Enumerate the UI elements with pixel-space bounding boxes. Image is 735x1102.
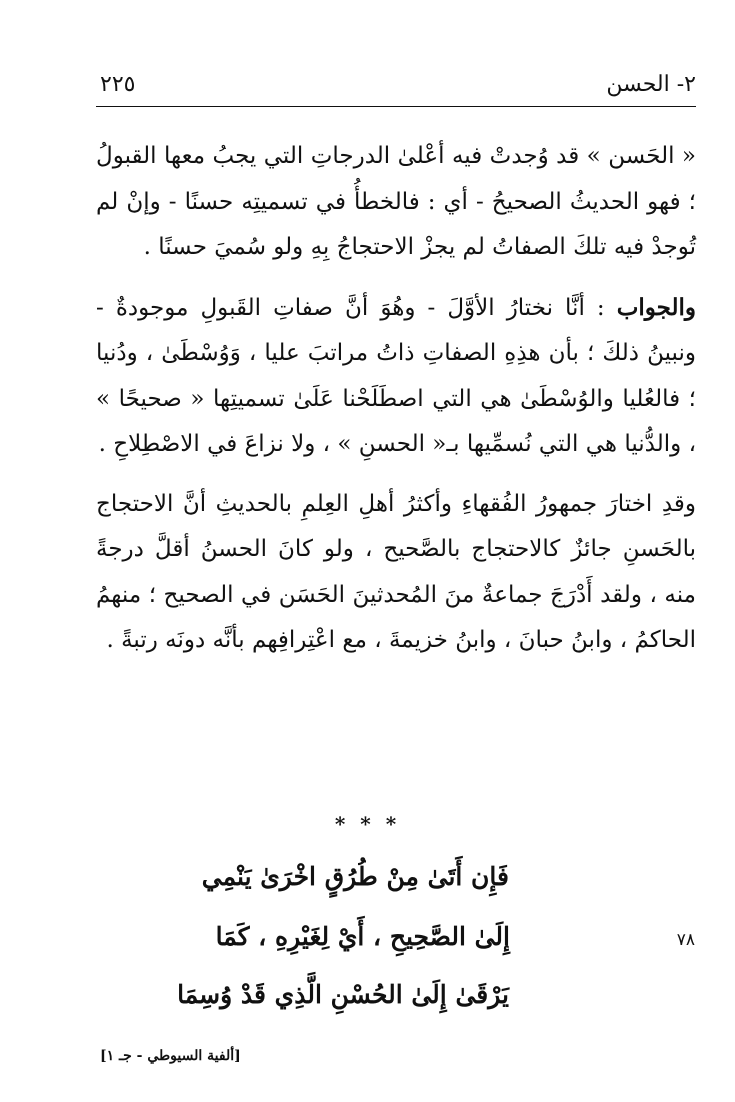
body-text [96, 134, 696, 664]
section-separator: * * * [334, 812, 401, 836]
verse-number: ٧٨ [676, 930, 695, 950]
paragraph-1: « الحَسن » قد وُجدتْ فيه أعْلىٰ الدرجاتِ التي يجبُ معها القبولُ ؛ فهو الحديثُ الصحيحُ - أي : فالخطأُ في تسميتِه حسنًا - وإنْ لم تُوجدْ فيه تلكَ الصفاتُ لم يجزْ الاحتجاجُ بِهِ ولو سُميَ حسنًا . [96, 143, 696, 260]
paragraph-2 [96, 285, 696, 468]
verse-line-2: إِلَىٰ الصَّحِيحِ ، أَيْ لِغَيْرِهِ ، كَمَا [215, 922, 510, 951]
paragraph-2-text: : أنَّا نختارُ الأوَّلَ - وهُوَ أنَّ صفاتِ القَبولِ موجودةٌ - ونبينُ ذلكَ ؛ بأن هذِهِ الصفاتِ ذاتُ مراتبَ عليا ، وَوُسْطَىٰ ، ودُنيا ؛ فالعُليا والوُسْطَىٰ هي التي اصطَلَحْنا عَلَىٰ تسميتِها « صحيحًا » ، والدُّنيا هي التي نُسمِّيها بـ« الحسنِ » ، ولا نزاعَ في الاصْطِلاحِ . [96, 294, 696, 457]
verse-line-1: فَإِن أَتَىٰ مِنْ طُرُقٍ اخْرَىٰ يَنْمِي [201, 862, 509, 891]
paragraph-3: وقدِ اختارَ جمهورُ الفُقهاءِ وأكثرُ أهلِ العِلمِ بالحديثِ أنَّ الاحتجاج بالحَسنِ جائزٌ كالاحتجاج بالصَّحيح ، ولو كانَ الحسنُ أقلَّ درجةً منه ، ولقد أَدْرَجَ جماعةٌ منَ المُحدثينَ الحَسَن في الصحيح ؛ منهمُ الحاكمُ ، وابنُ حبانَ ، وابنُ خزيمةَ ، مع اعْتِرافِهم بأنَّه دونَه رتبةً . [96, 490, 696, 653]
chapter-title: ٢- الحسن [606, 72, 696, 97]
footer-book-reference: [ألفية السيوطي - جـ ١] [100, 1048, 241, 1064]
page-header [96, 66, 696, 107]
verse-line-3: يَرْقَىٰ إِلَىٰ الحُسْنِ الَّذِي قَدْ وُسِمَا [177, 980, 509, 1009]
page-number: ٢٢٥ [100, 72, 136, 97]
answer-label: والجواب [616, 293, 696, 321]
